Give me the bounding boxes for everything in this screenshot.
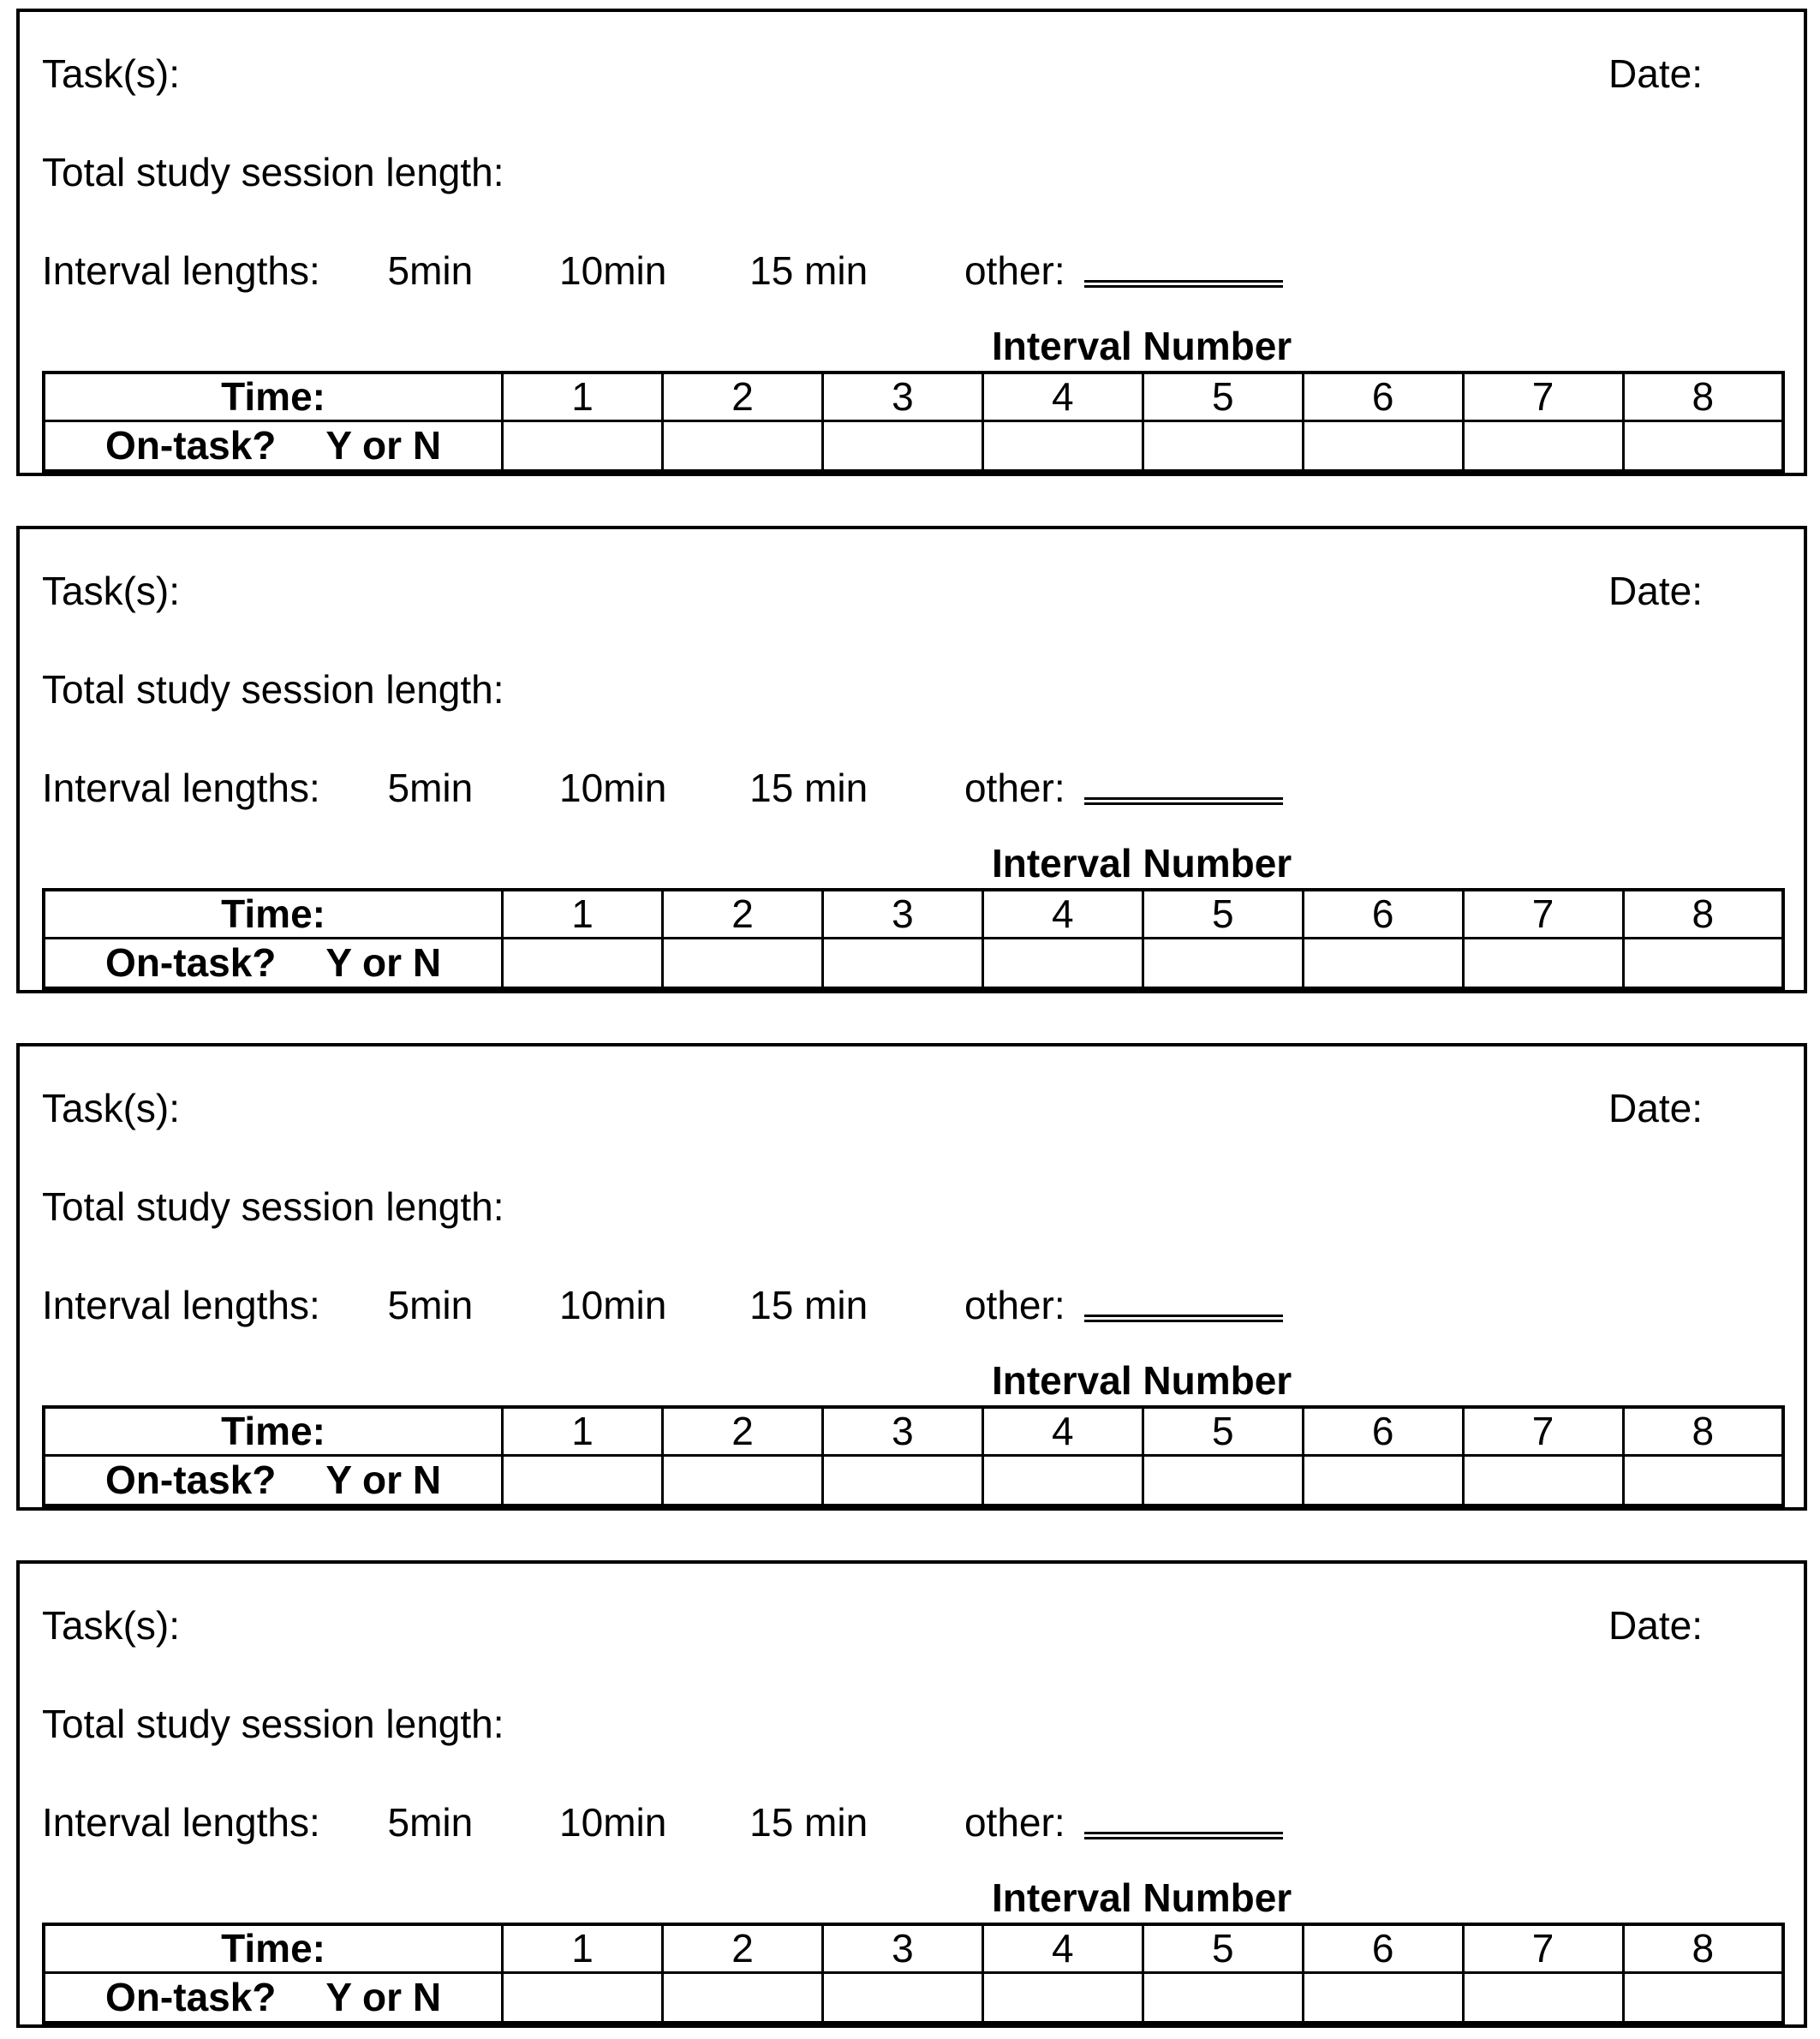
date-label: Date: [1608,569,1703,613]
on-task-cell-4[interactable] [982,421,1143,472]
interval-lengths-row [42,1283,1785,1328]
tasks-label: Task(s): [42,1086,180,1130]
time-label: Time: [44,890,503,939]
date-label: Date: [1608,1086,1703,1130]
interval-col-header-8: 8 [1623,890,1783,939]
on-task-cell-6[interactable] [1303,421,1463,472]
on-task-cell-2[interactable] [663,421,823,472]
on-task-cell-2[interactable] [663,939,823,989]
on-task-label-cell [44,421,503,472]
other-label: other: [964,247,1065,293]
date-label: Date: [1608,1603,1703,1648]
on-task-cell-5[interactable] [1143,1456,1303,1506]
interval-col-header-8: 8 [1623,373,1783,421]
on-task-cell-5[interactable] [1143,939,1303,989]
interval-col-header-1: 1 [503,1407,663,1456]
other-label: other: [964,1282,1065,1327]
on-task-cell-8[interactable] [1623,1973,1783,2024]
interval-col-header-4: 4 [982,1407,1143,1456]
interval-option-5min: 5min [387,1799,474,1845]
interval-lengths-label: Interval lengths: [42,1282,320,1327]
on-task-cell-3[interactable] [822,1456,982,1506]
interval-lengths-row [42,766,1785,811]
interval-col-header-4: 4 [982,890,1143,939]
interval-col-header-3: 3 [822,373,982,421]
interval-col-header-7: 7 [1463,890,1623,939]
on-task-cell-5[interactable] [1143,1973,1303,2024]
interval-col-header-6: 6 [1303,890,1463,939]
interval-lengths-row [42,248,1785,294]
time-row [44,1924,1783,1973]
interval-tracking-table [42,371,1785,473]
interval-tracking-table [42,1923,1785,2024]
interval-col-header-5: 5 [1143,1924,1303,1973]
other-length-blank-line[interactable] [1084,280,1283,288]
on-task-label-cell [44,1456,503,1506]
on-task-cell-2[interactable] [663,1456,823,1506]
tasks-label: Task(s): [42,569,180,613]
on-task-cell-4[interactable] [982,939,1143,989]
on-task-cell-7[interactable] [1463,1456,1623,1506]
other-length-blank-line[interactable] [1084,797,1283,805]
on-task-cell-7[interactable] [1463,939,1623,989]
interval-col-header-6: 6 [1303,373,1463,421]
interval-option-5min: 5min [387,1282,474,1327]
on-task-label: On-task? [105,1458,277,1503]
interval-option-15min: 15 min [749,1282,868,1327]
session-tracking-card [16,9,1807,476]
other-label: other: [964,1799,1065,1845]
on-task-row [44,421,1783,472]
interval-col-header-2: 2 [663,1407,823,1456]
on-task-cell-1[interactable] [503,1456,663,1506]
session-length-label: Total study session length: [42,149,504,194]
interval-lengths-row [42,1800,1785,1845]
interval-option-15min: 15 min [749,247,868,293]
session-length-label: Total study session length: [42,1701,504,1746]
interval-option-5min: 5min [387,765,474,810]
on-task-cell-3[interactable] [822,1973,982,2024]
on-task-label-cell [44,939,503,989]
task-date-row [42,1603,1785,1648]
on-task-cell-3[interactable] [822,939,982,989]
interval-number-heading: Interval Number [991,1358,1292,1404]
tasks-label: Task(s): [42,51,180,96]
session-length-label: Total study session length: [42,666,504,712]
on-task-cell-1[interactable] [503,421,663,472]
interval-lengths-label: Interval lengths: [42,247,320,293]
interval-col-header-5: 5 [1143,1407,1303,1456]
interval-lengths-label: Interval lengths: [42,1799,320,1845]
interval-lengths-label: Interval lengths: [42,765,320,810]
interval-option-10min: 10min [559,765,667,810]
other-length-blank-line[interactable] [1084,1315,1283,1322]
on-task-cell-4[interactable] [982,1973,1143,2024]
interval-number-heading: Interval Number [991,1875,1292,1921]
interval-col-header-6: 6 [1303,1407,1463,1456]
time-label: Time: [44,373,503,421]
interval-tracking-table [42,888,1785,990]
date-label: Date: [1608,51,1703,96]
time-row [44,1407,1783,1456]
interval-option-10min: 10min [559,247,667,293]
other-length-blank-line[interactable] [1084,1832,1283,1839]
on-task-cell-1[interactable] [503,1973,663,2024]
interval-col-header-8: 8 [1623,1407,1783,1456]
on-task-label: On-task? [105,423,277,468]
interval-col-header-5: 5 [1143,373,1303,421]
interval-col-header-4: 4 [982,1924,1143,1973]
task-date-row [42,569,1785,614]
other-label: other: [964,765,1065,810]
on-task-cell-8[interactable] [1623,1456,1783,1506]
interval-col-header-2: 2 [663,373,823,421]
session-tracking-card [16,1560,1807,2028]
session-tracking-card [16,526,1807,993]
on-task-cell-4[interactable] [982,1456,1143,1506]
interval-col-header-1: 1 [503,1924,663,1973]
interval-number-heading: Interval Number [991,841,1292,886]
on-task-cell-7[interactable] [1463,421,1623,472]
time-label: Time: [44,1924,503,1973]
on-task-cell-6[interactable] [1303,1456,1463,1506]
interval-col-header-1: 1 [503,890,663,939]
on-task-row [44,939,1783,989]
interval-option-5min: 5min [387,247,474,293]
on-task-cell-8[interactable] [1623,421,1783,472]
interval-col-header-3: 3 [822,1407,982,1456]
time-label: Time: [44,1407,503,1456]
on-task-row [44,1973,1783,2024]
on-task-label-cell [44,1973,503,2024]
interval-option-15min: 15 min [749,765,868,810]
on-task-label: On-task? [105,940,277,986]
interval-col-header-8: 8 [1623,1924,1783,1973]
session-tracking-card [16,1043,1807,1511]
interval-option-15min: 15 min [749,1799,868,1845]
interval-col-header-7: 7 [1463,1924,1623,1973]
session-length-label: Total study session length: [42,1183,504,1229]
on-task-cell-1[interactable] [503,939,663,989]
on-task-cell-8[interactable] [1623,939,1783,989]
task-date-row [42,51,1785,97]
interval-number-heading: Interval Number [991,324,1292,369]
y-or-n-label: Y or N [325,1458,442,1503]
y-or-n-label: Y or N [325,1975,442,2020]
interval-col-header-7: 7 [1463,1407,1623,1456]
interval-option-10min: 10min [559,1799,667,1845]
on-task-label: On-task? [105,1975,277,2020]
time-row [44,373,1783,421]
on-task-cell-7[interactable] [1463,1973,1623,2024]
y-or-n-label: Y or N [325,423,442,468]
interval-col-header-2: 2 [663,1924,823,1973]
interval-option-10min: 10min [559,1282,667,1327]
on-task-cell-5[interactable] [1143,421,1303,472]
interval-col-header-3: 3 [822,1924,982,1973]
on-task-row [44,1456,1783,1506]
interval-col-header-2: 2 [663,890,823,939]
tasks-label: Task(s): [42,1603,180,1648]
y-or-n-label: Y or N [325,940,442,986]
interval-col-header-6: 6 [1303,1924,1463,1973]
on-task-cell-2[interactable] [663,1973,823,2024]
on-task-cell-3[interactable] [822,421,982,472]
interval-col-header-7: 7 [1463,373,1623,421]
interval-col-header-4: 4 [982,373,1143,421]
interval-tracking-table [42,1405,1785,1507]
interval-col-header-1: 1 [503,373,663,421]
time-row [44,890,1783,939]
interval-col-header-5: 5 [1143,890,1303,939]
on-task-cell-6[interactable] [1303,1973,1463,2024]
on-task-cell-6[interactable] [1303,939,1463,989]
task-date-row [42,1086,1785,1131]
interval-col-header-3: 3 [822,890,982,939]
